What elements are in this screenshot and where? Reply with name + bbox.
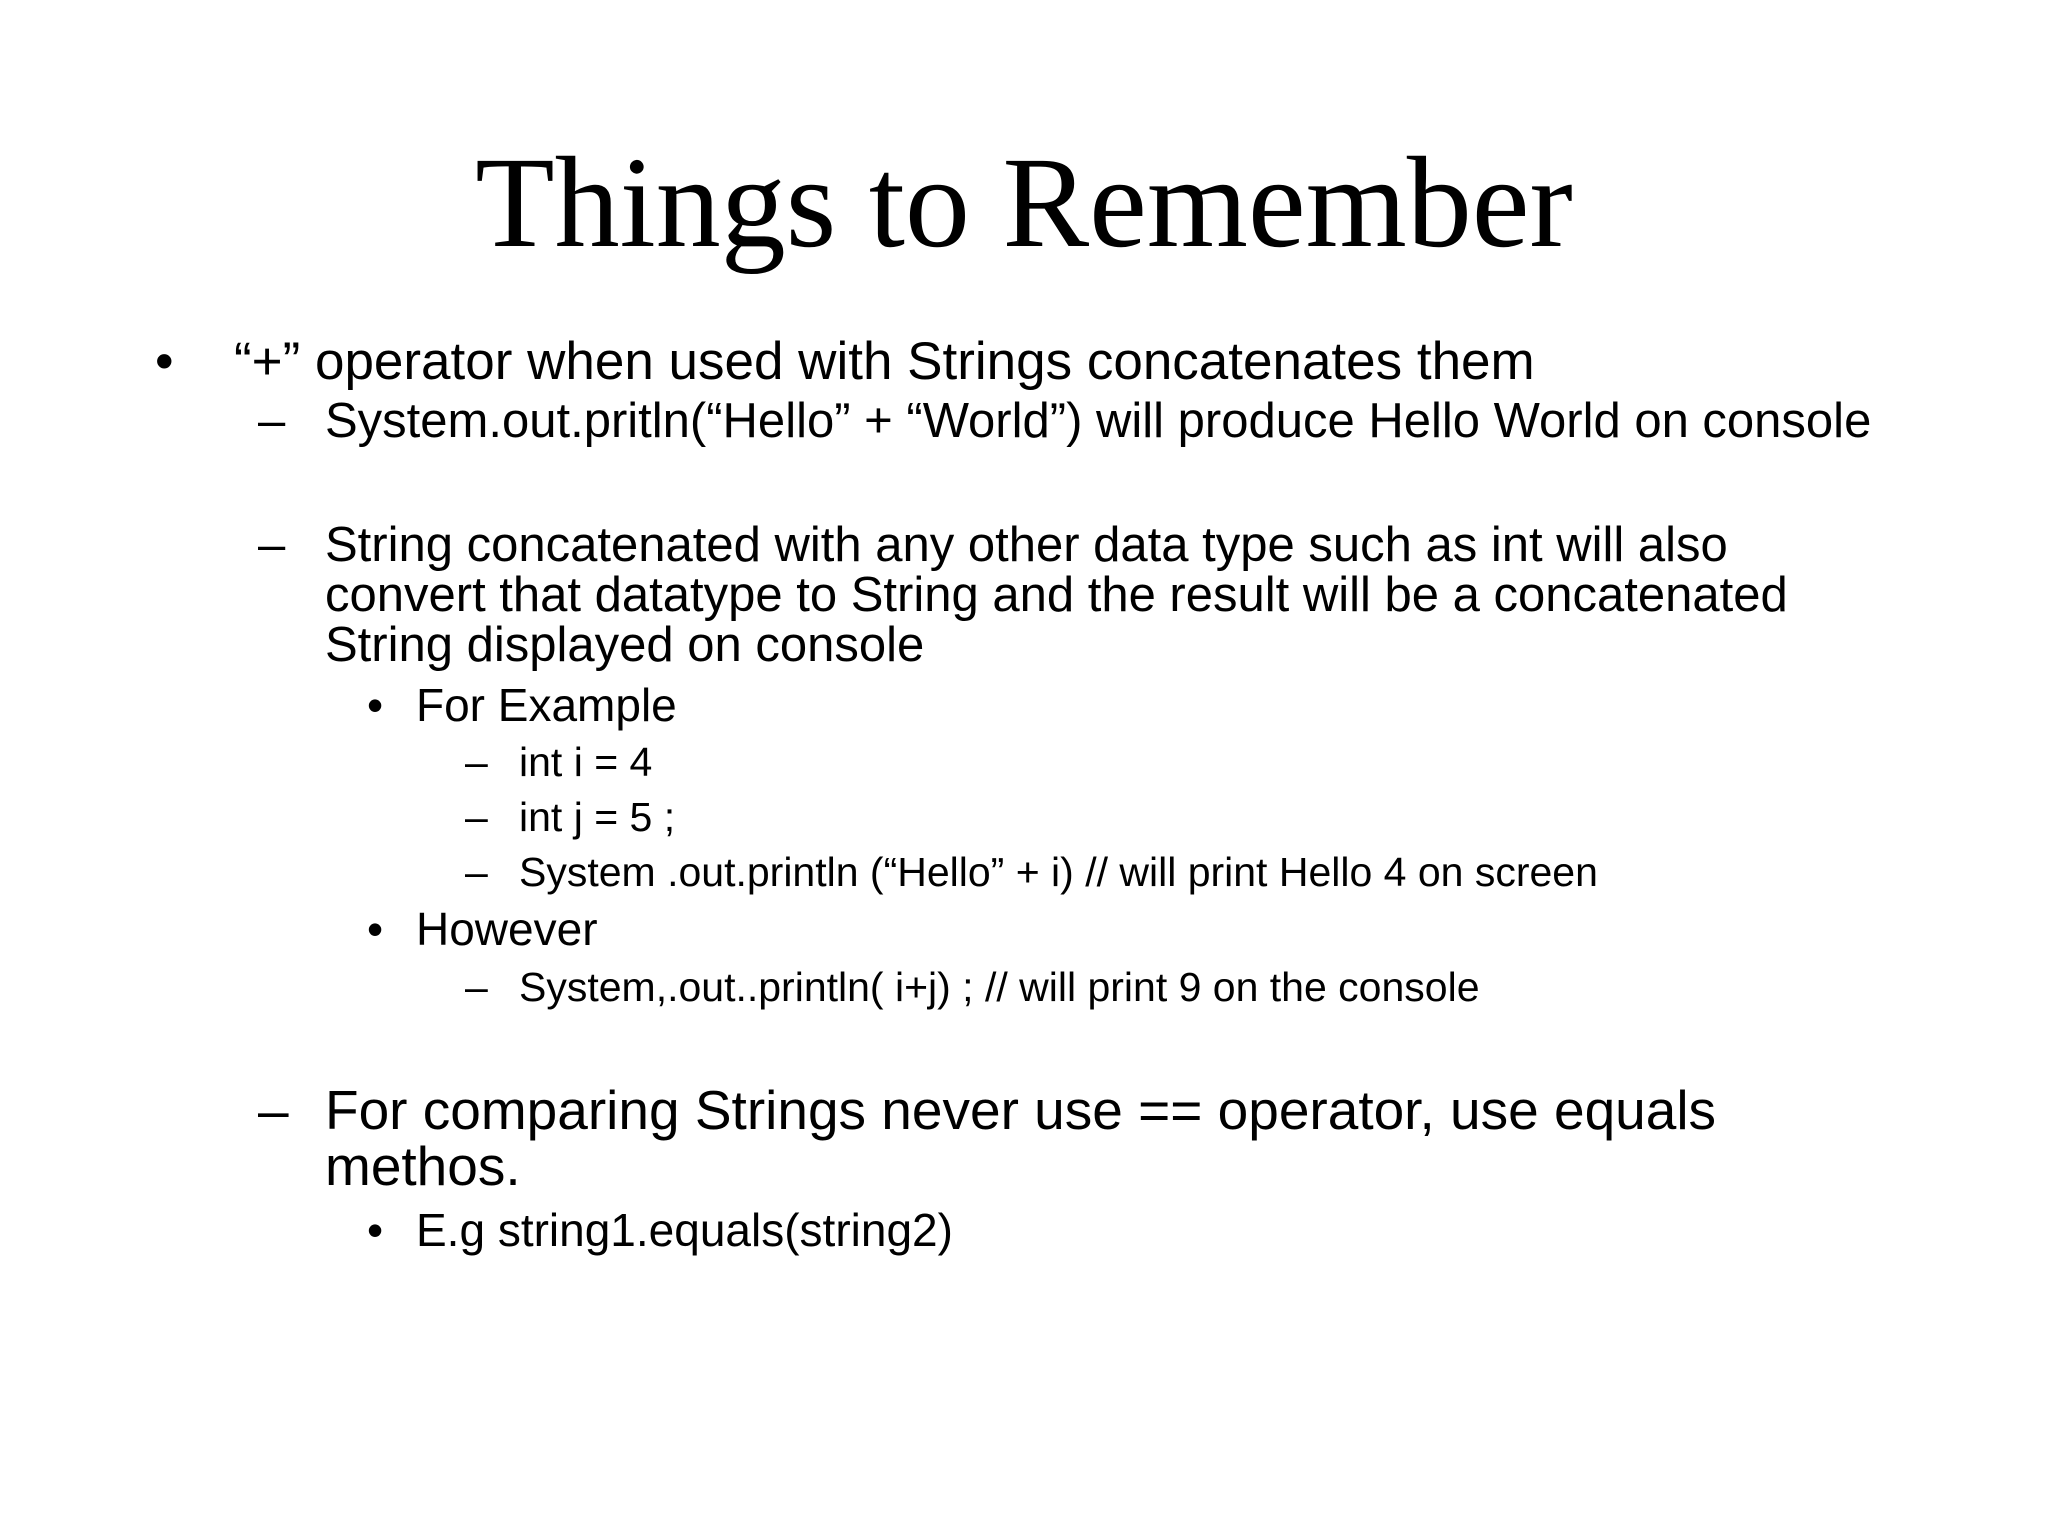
dash-string-concat-line3: String displayed on console xyxy=(325,618,925,672)
slide-title: Things to Remember xyxy=(475,131,1573,275)
code-line-print-hello: System .out.println (“Hello” + i) // will print Hello 4 on screen xyxy=(519,849,1598,895)
dash-marker: – xyxy=(465,794,488,840)
dash-hello-world: System.out.pritln(“Hello” + “World”) will produce Hello World on console xyxy=(325,394,1872,448)
code-line-int-j: int j = 5 ; xyxy=(519,794,676,840)
bullet-equals-example: E.g string1.equals(string2) xyxy=(416,1204,953,1256)
dash-marker: – xyxy=(465,964,488,1010)
dash-comparing-strings-line2: methos. xyxy=(325,1135,521,1197)
dash-marker: – xyxy=(258,394,286,448)
dash-marker: – xyxy=(258,1079,289,1141)
code-line-int-i: int i = 4 xyxy=(519,739,653,785)
bullet-marker: • xyxy=(367,679,384,731)
bullet-marker: • xyxy=(367,903,384,955)
bullet-for-example: For Example xyxy=(416,679,677,731)
bullet-however: However xyxy=(416,903,598,955)
dash-comparing-strings-line1: For comparing Strings never use == operator, use equals xyxy=(325,1079,1717,1141)
bullet-concatenation: “+” operator when used with Strings concatenates them xyxy=(234,332,1535,391)
bullet-marker: • xyxy=(367,1204,384,1256)
dash-string-concat-line2: convert that datatype to String and the result will be a concatenated xyxy=(325,568,1788,622)
bullet-marker: • xyxy=(155,332,174,391)
dash-marker: – xyxy=(465,739,488,785)
dash-marker: – xyxy=(258,518,286,572)
dash-string-concat-line1: String concatenated with any other data type such as int will also xyxy=(325,518,1728,572)
dash-marker: – xyxy=(465,849,488,895)
code-line-print-sum: System,.out..println( i+j) ; // will print 9 on the console xyxy=(519,964,1480,1010)
